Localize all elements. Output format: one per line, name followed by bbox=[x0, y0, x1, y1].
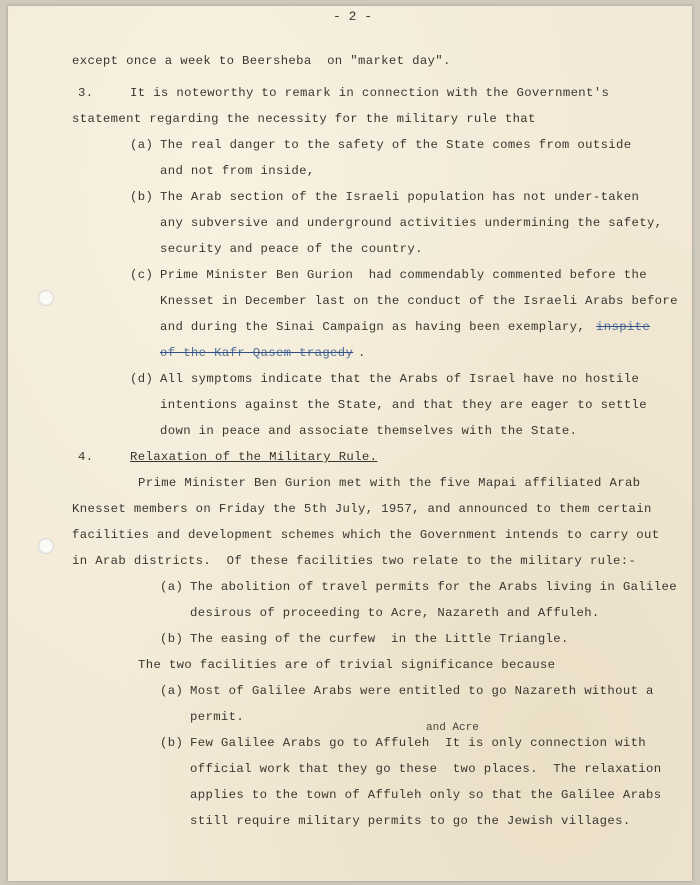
p4-c-line2: permit. bbox=[190, 710, 245, 724]
p4-line3: facilities and development schemes which the Government intends to carry out bbox=[72, 528, 660, 542]
document-page bbox=[8, 6, 692, 881]
p4-number: 4. bbox=[78, 450, 94, 464]
p3-c-struck-line: of the Kafr Qasem tragedy bbox=[160, 346, 354, 360]
p3-b-line3: security and peace of the country. bbox=[160, 242, 423, 256]
p4-heading: Relaxation of the Military Rule. bbox=[130, 450, 378, 464]
p4-d-line3: applies to the town of Affuleh only so that the Galilee Arabs bbox=[190, 788, 662, 802]
p4-a-line1: The abolition of travel permits for the Arabs living in Galilee bbox=[190, 580, 677, 594]
p3-d-label: (d) bbox=[130, 372, 154, 386]
p3-a-line1: The real danger to the safety of the State comes from outside bbox=[160, 138, 632, 152]
p4-d-line4: still require military permits to go the Jewish villages. bbox=[190, 814, 631, 828]
p4-d-insertion: and Acre bbox=[426, 722, 479, 734]
page-number: - 2 - bbox=[333, 9, 373, 24]
p3-c-struck-word: inspite bbox=[596, 320, 651, 334]
p3-line3: statement regarding the necessity for the military rule that bbox=[72, 112, 536, 126]
p4-line2: Knesset members on Friday the 5th July, 1957, and announced to them certain bbox=[72, 502, 652, 516]
p4-c-line1: Most of Galilee Arabs were entitled to go Nazareth without a bbox=[190, 684, 654, 698]
p4-c-label: (a) bbox=[160, 684, 184, 698]
p3-d-line1: All symptoms indicate that the Arabs of Israel have no hostile bbox=[160, 372, 640, 386]
p3-b-label: (b) bbox=[130, 190, 154, 204]
p3-c-line2: Knesset in December last on the conduct of the Israeli Arabs before bbox=[160, 294, 678, 308]
p4-d-line1: Few Galilee Arabs go to Affuleh It is only connection with bbox=[190, 736, 647, 750]
p4-a-label: (a) bbox=[160, 580, 184, 594]
p4-line5: The two facilities are of trivial significance because bbox=[138, 658, 556, 672]
p4-d-label: (b) bbox=[160, 736, 184, 750]
p4-line4: in Arab districts. Of these facilities two relate to the military rule:- bbox=[72, 554, 637, 568]
punch-hole-bottom bbox=[38, 538, 54, 554]
p3-number: 3. bbox=[78, 86, 94, 100]
punch-hole-top bbox=[38, 290, 54, 306]
p3-d-line3: down in peace and associate themselves with the State. bbox=[160, 424, 578, 438]
p3-c-line4-end: . bbox=[358, 346, 366, 360]
p3-b-line2: any subversive and underground activities undermining the safety, bbox=[160, 216, 663, 230]
p4-b-label: (b) bbox=[160, 632, 184, 646]
p3-a-label: (a) bbox=[130, 138, 154, 152]
p3-d-line2: intentions against the State, and that they are eager to settle bbox=[160, 398, 647, 412]
p3-a-line2: and not from inside, bbox=[160, 164, 315, 178]
p4-a-line2: desirous of proceeding to Acre, Nazareth and Affuleh. bbox=[190, 606, 600, 620]
p4-line1: Prime Minister Ben Gurion met with the five Mapai affiliated Arab bbox=[138, 476, 641, 490]
p4-d-line2: official work that they go these two places. The relaxation bbox=[190, 762, 662, 776]
p3-line2: It is noteworthy to remark in connection with the Government's bbox=[130, 86, 610, 100]
p3-line1: except once a week to Beersheba on "market day". bbox=[72, 54, 451, 68]
p3-c-line3: and during the Sinai Campaign as having been exemplary, bbox=[160, 320, 586, 334]
p4-b-line1: The easing of the curfew in the Little Triangle. bbox=[190, 632, 569, 646]
p3-b-line1: The Arab section of the Israeli population has not under-taken bbox=[160, 190, 640, 204]
p3-c-label: (c) bbox=[130, 268, 154, 282]
p3-c-line1: Prime Minister Ben Gurion had commendably commented before the bbox=[160, 268, 647, 282]
